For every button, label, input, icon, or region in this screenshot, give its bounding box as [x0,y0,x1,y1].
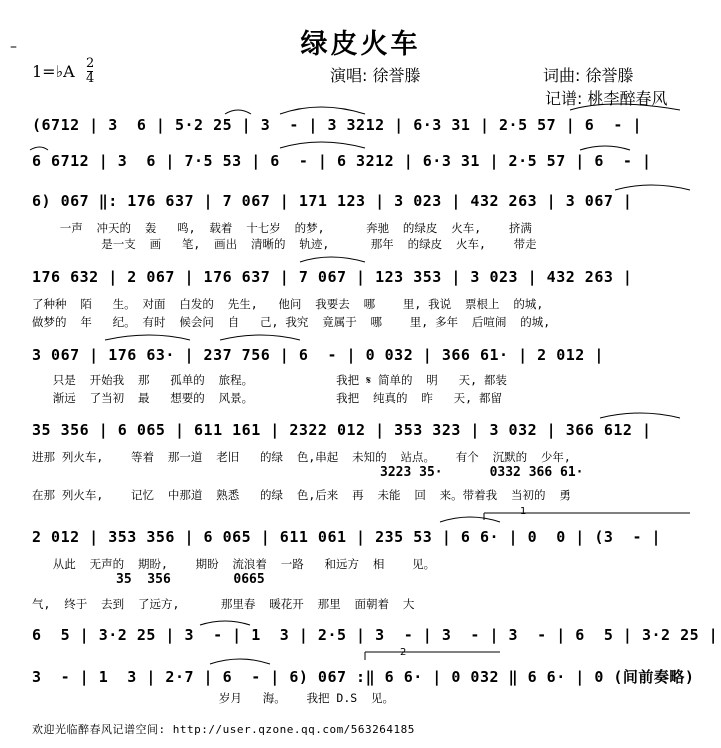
time-signature [86,57,94,86]
alternate-notation: 35 356 0665 [116,572,265,587]
lyric-verse-1: 岁月 海。 我把 D.S 见。 [32,691,395,705]
notation-line: 6) 067 ‖: 176 637 | 7 067 | 171 123 | 3 023 | 432 263 | 3 067 | [32,192,633,210]
slur [220,335,300,340]
footer-credit: 欢迎光临醉春风记谱空间: http://user.qzone.qq.com/563264185 [32,723,415,736]
notation-line: 6 5 | 3·2 25 | 3 - | 1 3 | 2·5 | 3 - | 3 - | 3 - | 6 5 | 3·2 25 | [32,626,719,644]
alternate-notation: 3223 35· 0332 366 61· [380,465,584,480]
notation-line: 2 012 | 353 356 | 6 065 | 611 061 | 235 53 | 6 6· | 0 0 | (3 - | [32,528,662,546]
notation-line: 3 - | 1 3 | 2·7 | 6 - | 6) 067 :‖ 6 6· | 0 032 ‖ 6 6· | 0 (间前奏略) [32,668,695,686]
slur [300,257,365,262]
slur [225,110,251,114]
key-signature: 1=♭A [32,62,75,81]
lyric-verse-2: 在那 列火车, 记忆 中那道 熟悉 的绿 色,后来 再 未能 回 来。带着我 当初的 勇 [32,488,571,502]
slur [30,147,48,150]
lyric-verse-1: 只是 开始我 那 孤单的 旅程。 我把 𝄋 简单的 明 天, 都装 [32,373,507,387]
slur [580,146,630,150]
notation-line: 6 6712 | 3 6 | 7·5 53 | 6 - | 6 3212 | 6·3 31 | 2·5 57 | 6 - | [32,152,652,170]
notation-line: 35 356 | 6 065 | 611 161 | 2322 012 | 353 323 | 3 032 | 366 612 | [32,421,652,439]
notation-line: 176 632 | 2 067 | 176 637 | 7 067 | 123 353 | 3 023 | 432 263 | [32,268,633,286]
lyric-verse-2: 气, 终于 去到 了远方, 那里春 暖花开 那里 面朝着 大 [32,597,415,611]
lyric-verse-1: 了种种 陌 生。 对面 白发的 先生, 他问 我要去 哪 里, 我说 票根上 的城, [32,297,544,311]
slur [280,107,365,114]
time-signature-top: 2 [86,56,95,71]
second-ending-mark: 2 [400,647,407,658]
slur [200,621,250,625]
singer-credit: 演唱: 徐誉滕 [330,66,421,85]
lyricist-composer-credit: 词曲: 徐誉滕 [543,66,634,85]
transcriber-credit: 记谱: 桃李醉春风 [545,89,668,108]
slur [600,413,680,418]
song-title: 绿皮火车 [300,29,421,60]
slur [105,335,190,340]
page-corner-dash: – [10,39,17,55]
lyric-verse-1: 一声 冲天的 轰 鸣, 载着 十七岁 的梦, 奔驰 的绿皮 火车, 挤满 [32,221,532,235]
slur [280,142,365,148]
lyric-verse-2: 做梦的 年 纪。 有时 候会问 自 己, 我究 竟属于 哪 里, 多年 后喧闹 的城, [32,315,551,329]
lyric-verse-2: 渐远 了当初 最 想要的 风景。 我把 纯真的 昨 天, 都留 [32,391,502,405]
notation-line: (6712 | 3 6 | 5·2 25 | 3 - | 3 3212 | 6·3 31 | 2·5 57 | 6 - | [32,116,642,134]
notation-line: 3 067 | 176 63· | 237 756 | 6 - | 0 032 | 366 61· | 2 012 | [32,346,604,364]
slur [615,185,690,190]
slur [210,659,270,664]
lyric-verse-2: 是一支 画 笔, 画出 清晰的 轨迹, 那年 的绿皮 火车, 带走 [32,237,537,251]
time-signature-bottom: 4 [86,71,95,86]
lyric-verse-1: 从此 无声的 期盼, 期盼 流浪着 一路 和远方 相 见。 [32,557,436,571]
lyric-verse-1: 进那 列火车, 等着 那一道 老旧 的绿 色,串起 未知的 站点。 有个 沉默的 少年, [32,450,571,464]
first-ending-mark: 1 [520,506,527,517]
slur [440,517,500,522]
